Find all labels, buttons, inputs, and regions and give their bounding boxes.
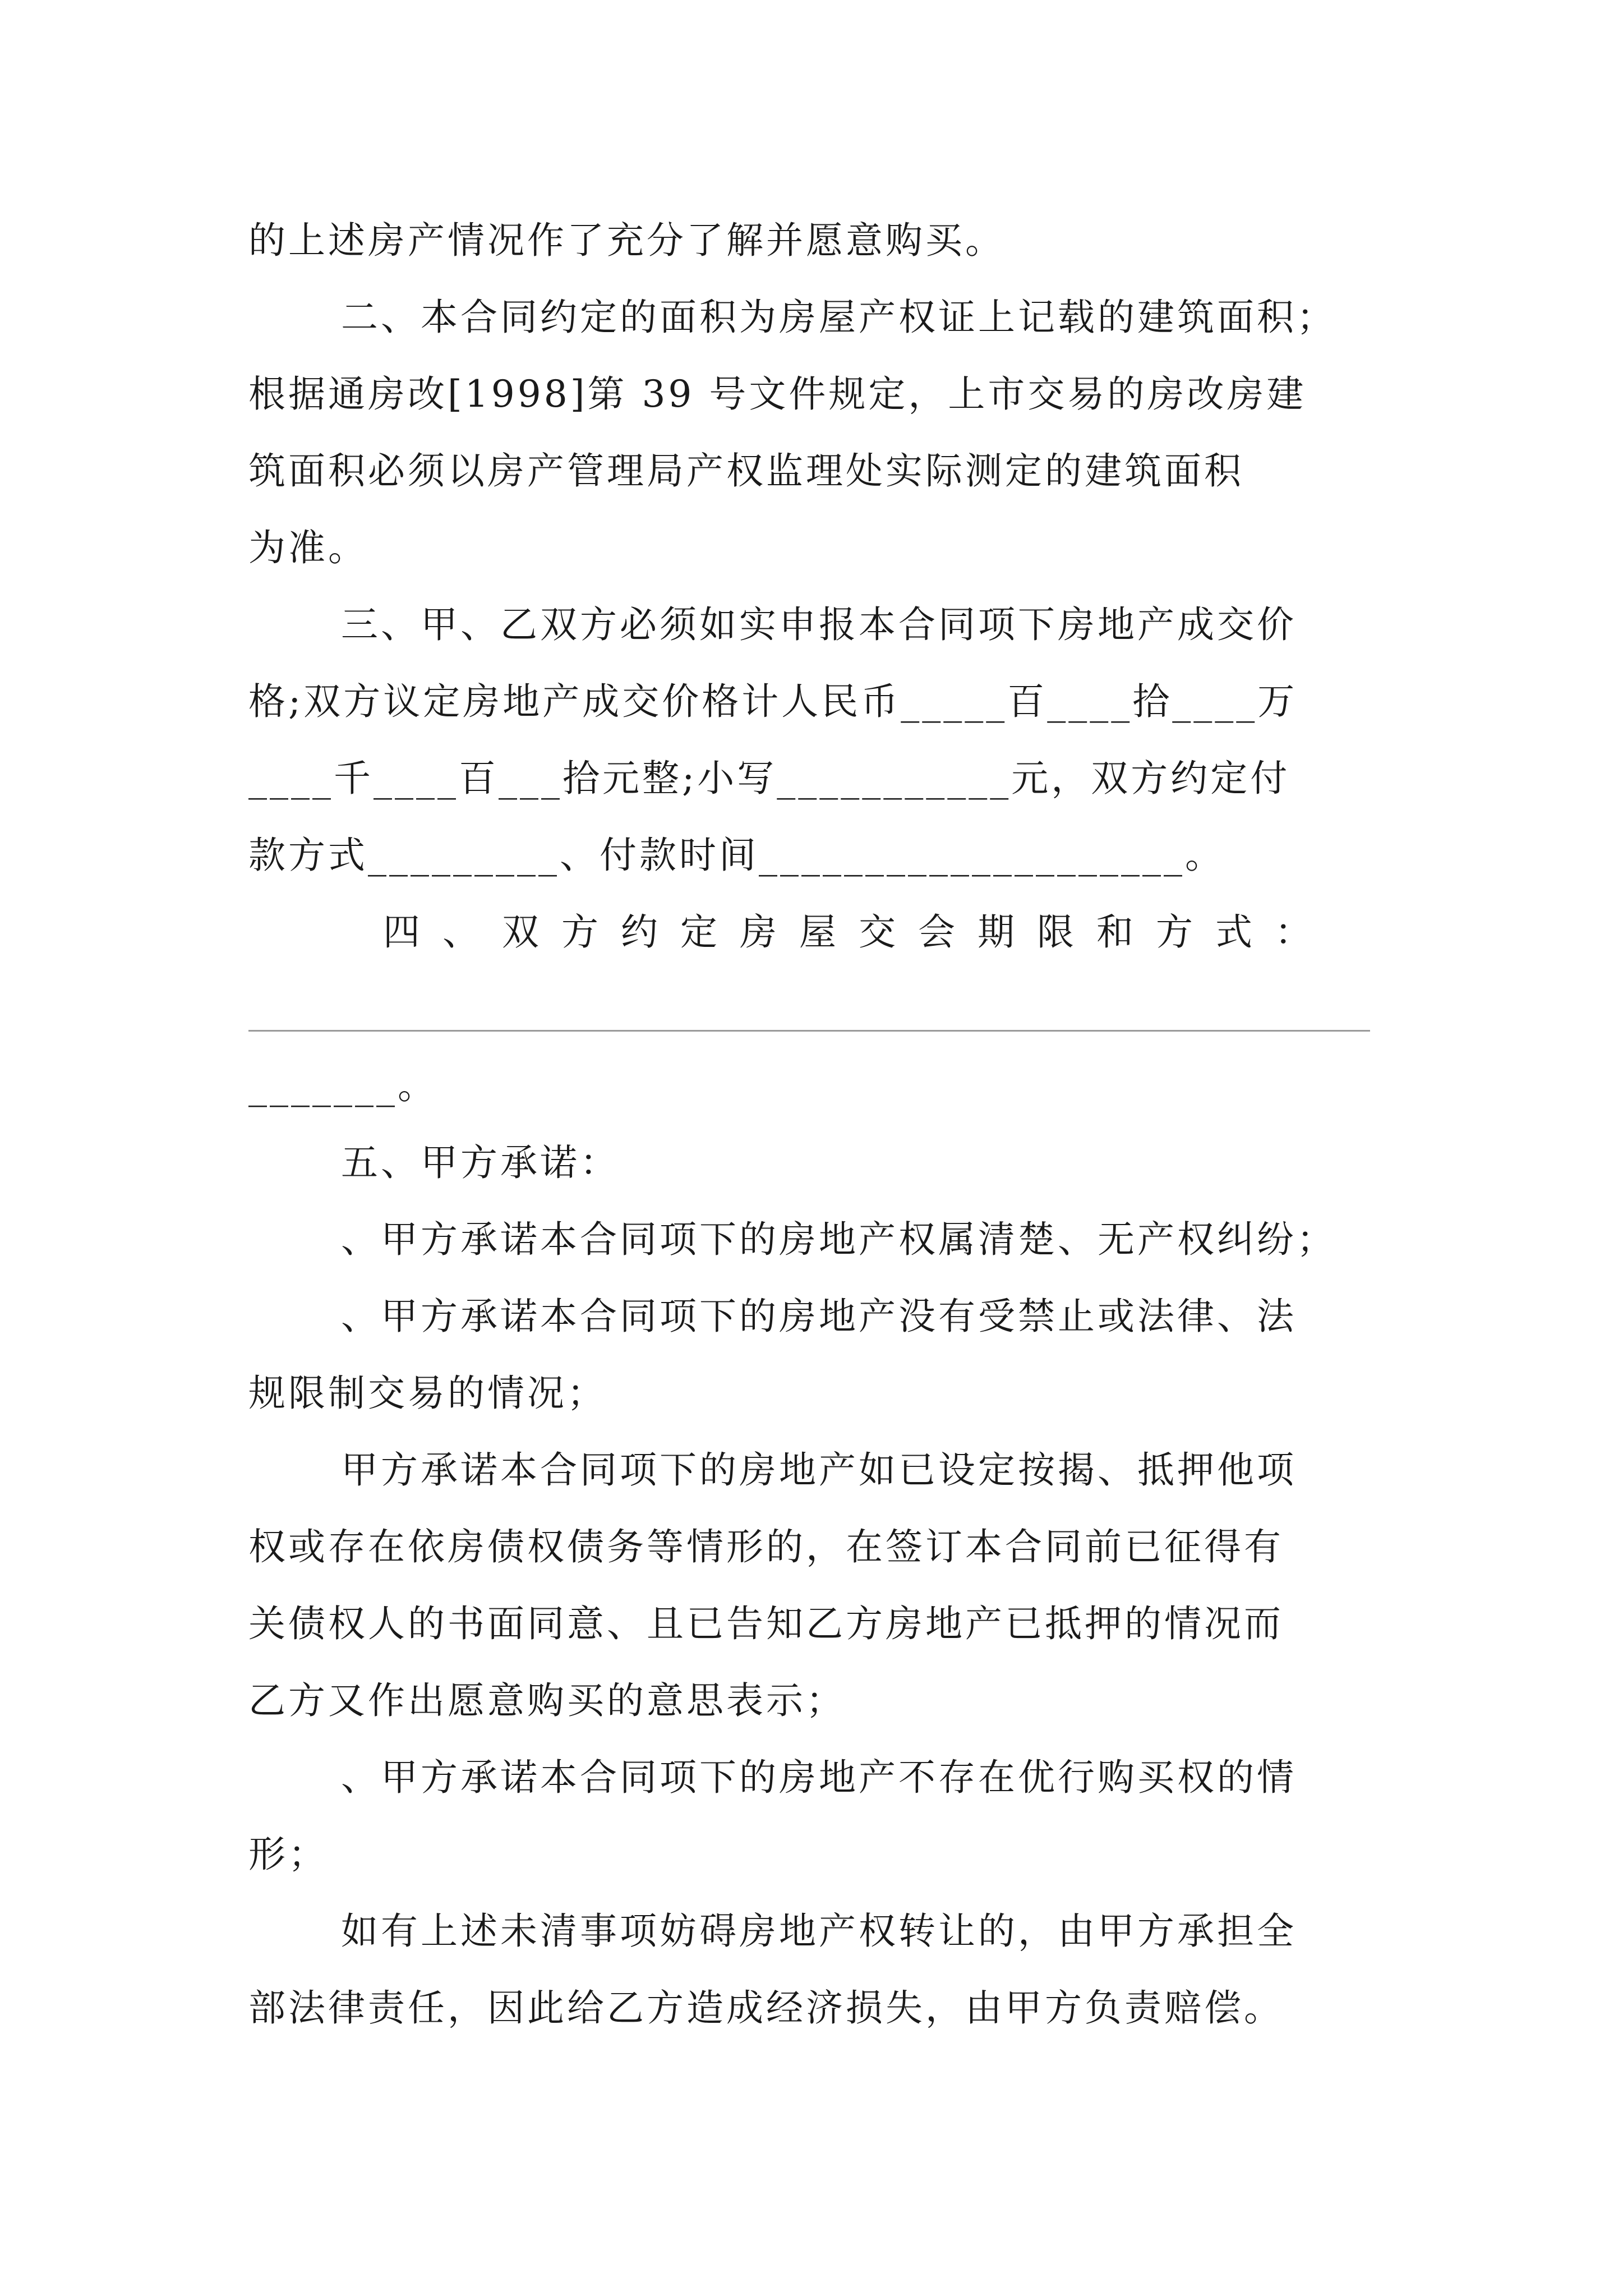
clause-5-heading: 五、甲方承诺： <box>341 1141 620 1184</box>
clause-5-item-2-line-2: 规限制交易的情况； <box>248 1372 607 1415</box>
clause-2-line-1: 二、本合同约定的面积为房屋产权证上记载的建筑面积； <box>341 296 1336 339</box>
clause-2-line-2: 根据通房改[1998]第 39 号文件规定，上市交易的房改房建 <box>248 372 1307 416</box>
clause-5-item-2-line-1: 、甲方承诺本合同项下的房地产没有受禁止或法律、法 <box>341 1295 1297 1338</box>
clause-5-closing-line-1: 如有上述未清事项妨碍房地产权转让的，由甲方承担全 <box>341 1910 1297 1953</box>
clause-2-line-4: 为准。 <box>248 526 368 569</box>
contract-body <box>248 202 1398 2046</box>
clause-3-line-4: 款方式_________、付款时间____________________。 <box>248 834 1225 877</box>
clause-5-item-4-line-2: 形； <box>248 1833 328 1876</box>
clause-5-item-3-line-2: 权或存在依房债权债务等情形的，在签订本合同前已征得有 <box>248 1525 1284 1568</box>
text-line-1: 的上述房产情况作了充分了解并愿意购买。 <box>248 219 1005 262</box>
clause-5-closing-line-2: 部法律责任，因此给乙方造成经济损失，由甲方负责赔偿。 <box>248 1986 1284 2030</box>
clause-3-line-3: ____千____百___拾元整;小写___________元，双方约定付 <box>248 757 1290 800</box>
clause-5-item-3-line-1: 甲方承诺本合同项下的房地产如已设定按揭、抵押他项 <box>341 1448 1297 1492</box>
clause-5-item-3-line-3: 关债权人的书面同意、且已告知乙方房地产已抵押的情况而 <box>248 1602 1284 1645</box>
clause-4-line-1: 四、双方约定房屋交会期限和方式： <box>383 910 1334 954</box>
clause-5-item-1: 、甲方承诺本合同项下的房地产权属清楚、无产权纠纷； <box>341 1218 1336 1261</box>
clause-4-blank-line <box>248 970 1398 1047</box>
clause-2-line-3: 筑面积必须以房产管理局产权监理处实际测定的建筑面积 <box>248 449 1244 493</box>
clause-3-line-2: 格;双方议定房地产成交价格计人民币_____百____拾____万 <box>248 680 1298 723</box>
clause-3-line-1: 三、甲、乙双方必须如实申报本合同项下房地产成交价 <box>341 603 1297 646</box>
blank-fill-rule <box>248 1030 1370 1032</box>
clause-5-item-3-line-4: 乙方又作出愿意购买的意思表示； <box>248 1679 846 1722</box>
clause-4-line-2: _______。 <box>248 1064 437 1107</box>
clause-5-item-4-line-1: 、甲方承诺本合同项下的房地产不存在优行购买权的情 <box>341 1756 1297 1799</box>
